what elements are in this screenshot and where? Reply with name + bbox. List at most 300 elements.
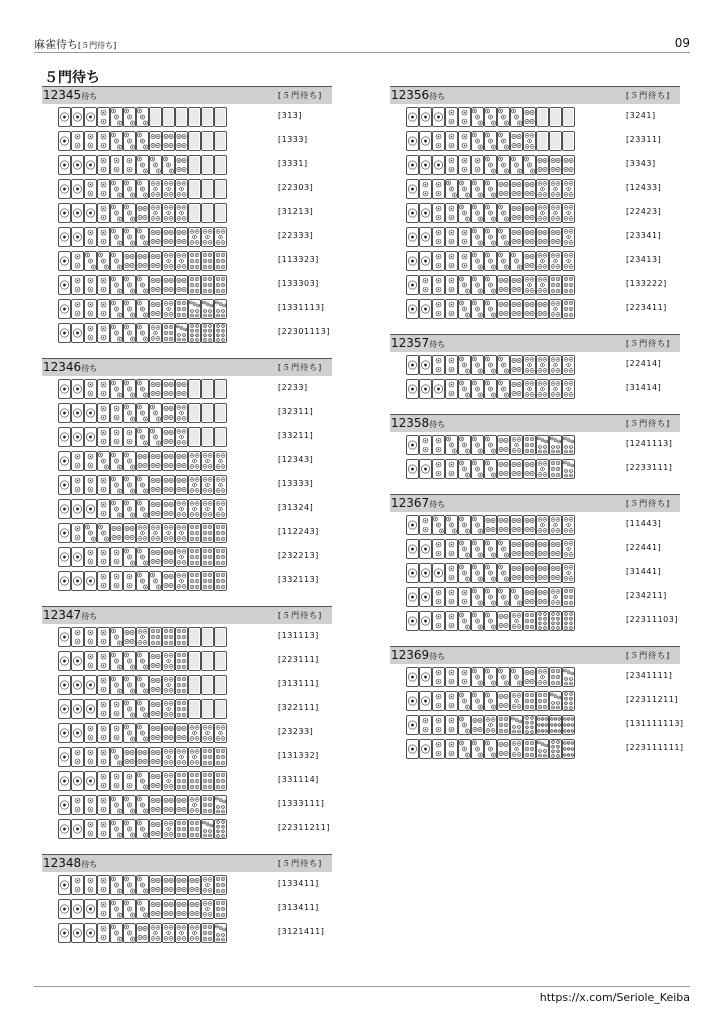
- tile: [485, 380, 497, 399]
- tile: [420, 460, 432, 479]
- tile: [85, 300, 97, 319]
- hand-row: [42, 448, 332, 472]
- hand-row: [42, 320, 332, 344]
- tile: [446, 668, 458, 687]
- section-title: [391, 648, 445, 662]
- tile: [189, 924, 201, 943]
- tile: [498, 588, 510, 607]
- tile: [111, 380, 123, 399]
- tile: [72, 404, 84, 423]
- section-tag: [５門待ち]: [278, 859, 323, 868]
- tile-hand: [406, 539, 575, 559]
- tile: [433, 612, 445, 631]
- tile: [111, 228, 123, 247]
- pattern-label: [2233111]: [626, 463, 673, 472]
- section-number: 12347: [43, 608, 82, 622]
- tile-group: [58, 451, 227, 471]
- tile: [137, 500, 149, 519]
- pattern-label: [3121411]: [278, 927, 325, 936]
- pattern-label: [22301113]: [278, 327, 330, 336]
- hand-row: [390, 296, 680, 320]
- tile: [150, 404, 162, 423]
- tile: [433, 588, 445, 607]
- hand-row: [42, 896, 332, 920]
- tile: [189, 548, 201, 567]
- pattern-label: [2233]: [278, 383, 308, 392]
- tile: [215, 204, 227, 223]
- tile: [215, 324, 227, 343]
- tile: [511, 692, 523, 711]
- tile-hand: [406, 691, 575, 711]
- tile: [459, 380, 471, 399]
- tile: [137, 772, 149, 791]
- section-header: [42, 854, 332, 872]
- tile: [420, 668, 432, 687]
- tile: [59, 252, 71, 271]
- tile-hand: [406, 563, 575, 583]
- tile: [111, 820, 123, 839]
- tile: [215, 548, 227, 567]
- hand-row: [390, 688, 680, 712]
- hand-row: [42, 920, 332, 944]
- tile: [111, 428, 123, 447]
- tile: [407, 228, 419, 247]
- tile: [537, 588, 549, 607]
- tile: [202, 500, 214, 519]
- tile: [524, 380, 536, 399]
- tile: [124, 748, 136, 767]
- tile: [137, 132, 149, 151]
- tile: [420, 380, 432, 399]
- section-suffix: 待ち: [429, 340, 446, 349]
- tile: [189, 324, 201, 343]
- tile-group: [58, 475, 227, 495]
- tile: [59, 724, 71, 743]
- tile: [163, 204, 175, 223]
- tile: [485, 156, 497, 175]
- pattern-label: [13333]: [278, 479, 314, 488]
- tile: [420, 252, 432, 271]
- tile: [59, 300, 71, 319]
- tile: [189, 476, 201, 495]
- tile-hand: [58, 547, 227, 567]
- tile: [111, 796, 123, 815]
- tile: [137, 380, 149, 399]
- tile: [459, 356, 471, 375]
- tile: [59, 108, 71, 127]
- hand-row: [42, 472, 332, 496]
- tile: [407, 276, 419, 295]
- tile-hand: [58, 523, 227, 543]
- tile-hand: [58, 451, 227, 471]
- tile-hand: [406, 251, 575, 271]
- tile-group: [58, 523, 227, 543]
- tile: [72, 900, 84, 919]
- hand-row: [42, 176, 332, 200]
- tile: [524, 588, 536, 607]
- hand-row: [42, 544, 332, 568]
- tile: [163, 476, 175, 495]
- tile: [124, 276, 136, 295]
- tile-hand: [406, 203, 575, 223]
- tile-hand: [58, 427, 227, 447]
- tile: [459, 668, 471, 687]
- tile: [498, 540, 510, 559]
- tile: [446, 252, 458, 271]
- tile: [111, 572, 123, 591]
- tile: [150, 452, 162, 471]
- tile: [459, 460, 471, 479]
- tile: [202, 772, 214, 791]
- tile: [498, 564, 510, 583]
- tile: [433, 436, 445, 455]
- tile-hand: [58, 795, 227, 815]
- tile-group: [58, 795, 227, 815]
- tile: [202, 876, 214, 895]
- tile-group: [58, 747, 227, 767]
- tile: [407, 300, 419, 319]
- tile: [485, 740, 497, 759]
- tile: [72, 796, 84, 815]
- tile: [485, 612, 497, 631]
- pattern-label: [1333]: [278, 135, 308, 144]
- tile: [485, 564, 497, 583]
- tile: [124, 156, 136, 175]
- tile-group: [406, 203, 575, 223]
- tile: [137, 252, 149, 271]
- tile: [137, 628, 149, 647]
- tile: [550, 564, 562, 583]
- tile-hand: [406, 107, 575, 127]
- tile-group: [58, 299, 227, 319]
- tile: [163, 724, 175, 743]
- tile: [446, 436, 458, 455]
- tile: [407, 668, 419, 687]
- tile: [150, 772, 162, 791]
- tile: [202, 700, 214, 719]
- tile: [124, 132, 136, 151]
- hand-row: [42, 520, 332, 544]
- tile: [202, 548, 214, 567]
- tile: [111, 156, 123, 175]
- tile: [176, 428, 188, 447]
- tile: [72, 500, 84, 519]
- tile-group: [58, 251, 227, 271]
- section-suffix: 待ち: [81, 92, 98, 101]
- tile-group: [58, 651, 227, 671]
- tile-hand: [406, 179, 575, 199]
- tile: [407, 204, 419, 223]
- tile-hand: [406, 611, 575, 631]
- hand-row: [42, 296, 332, 320]
- tile: [85, 180, 97, 199]
- tile: [420, 108, 432, 127]
- pattern-label: [23413]: [626, 255, 662, 264]
- pattern-label: [313111]: [278, 679, 319, 688]
- tile: [59, 324, 71, 343]
- tile: [407, 516, 419, 535]
- tile: [433, 564, 445, 583]
- wait-section: [42, 854, 332, 944]
- tile: [472, 132, 484, 151]
- hand-row: [42, 376, 332, 400]
- tile: [537, 300, 549, 319]
- tile: [215, 772, 227, 791]
- hand-row: [42, 872, 332, 896]
- pattern-label: [332113]: [278, 575, 319, 584]
- tile: [189, 428, 201, 447]
- tile-group: [406, 515, 575, 535]
- tile: [563, 228, 575, 247]
- tile: [189, 700, 201, 719]
- hand-row: [42, 792, 332, 816]
- pattern-label: [32311]: [278, 407, 314, 416]
- tile-hand: [58, 899, 227, 919]
- tile: [498, 692, 510, 711]
- tile: [85, 748, 97, 767]
- tile: [98, 180, 110, 199]
- tile-group: [58, 427, 227, 447]
- tile: [563, 300, 575, 319]
- section-suffix: 待ち: [429, 92, 446, 101]
- tile: [446, 540, 458, 559]
- tile: [137, 108, 149, 127]
- hand-row: [390, 512, 680, 536]
- tile: [459, 156, 471, 175]
- tile: [537, 612, 549, 631]
- tile: [189, 724, 201, 743]
- tile: [163, 772, 175, 791]
- tile: [472, 252, 484, 271]
- tile: [124, 380, 136, 399]
- pattern-label: [234211]: [626, 591, 667, 600]
- tile: [150, 428, 162, 447]
- tile-group: [58, 675, 227, 695]
- tile: [137, 524, 149, 543]
- tile: [446, 612, 458, 631]
- section-tag: [５門待ち]: [278, 91, 323, 100]
- tile: [189, 772, 201, 791]
- tile-hand: [58, 323, 227, 343]
- tile: [215, 108, 227, 127]
- tile: [72, 700, 84, 719]
- tile: [407, 692, 419, 711]
- tile-group: [406, 299, 575, 319]
- tile: [537, 156, 549, 175]
- tile: [176, 500, 188, 519]
- wait-section: [390, 646, 684, 760]
- tile: [459, 516, 471, 535]
- tile: [550, 612, 562, 631]
- tile: [407, 252, 419, 271]
- tile: [137, 548, 149, 567]
- tile: [446, 516, 458, 535]
- pattern-label: [22311211]: [278, 823, 330, 832]
- tile: [446, 300, 458, 319]
- tile: [433, 300, 445, 319]
- tile: [59, 404, 71, 423]
- tile: [524, 436, 536, 455]
- tile: [215, 572, 227, 591]
- tile: [202, 204, 214, 223]
- tile: [550, 540, 562, 559]
- tile: [85, 876, 97, 895]
- tile: [511, 588, 523, 607]
- tile: [433, 540, 445, 559]
- tile: [124, 300, 136, 319]
- tile: [72, 628, 84, 647]
- tile: [420, 156, 432, 175]
- tile: [215, 276, 227, 295]
- tile: [163, 820, 175, 839]
- tile: [189, 900, 201, 919]
- tile: [485, 356, 497, 375]
- tile-group: [406, 155, 575, 175]
- tile: [124, 500, 136, 519]
- tile: [72, 772, 84, 791]
- section-header: [390, 646, 680, 664]
- tile: [485, 516, 497, 535]
- tile-group: [58, 227, 227, 247]
- tile: [176, 228, 188, 247]
- tile: [511, 252, 523, 271]
- tile: [537, 180, 549, 199]
- tile: [433, 228, 445, 247]
- tile: [150, 572, 162, 591]
- tile: [407, 156, 419, 175]
- tile: [537, 516, 549, 535]
- tile: [189, 228, 201, 247]
- tile: [176, 108, 188, 127]
- tile: [59, 652, 71, 671]
- tile: [202, 628, 214, 647]
- tile-hand: [406, 155, 575, 175]
- tile: [202, 748, 214, 767]
- tile: [407, 108, 419, 127]
- tile: [433, 252, 445, 271]
- pattern-label: [131111113]: [626, 719, 684, 728]
- tile: [459, 564, 471, 583]
- tile: [563, 564, 575, 583]
- pattern-label: [113323]: [278, 255, 319, 264]
- tile: [459, 228, 471, 247]
- hand-row: [42, 400, 332, 424]
- section-title: [43, 88, 97, 102]
- tile: [550, 180, 562, 199]
- tile: [433, 460, 445, 479]
- tile: [85, 652, 97, 671]
- tile: [163, 228, 175, 247]
- tile-group: [58, 323, 227, 343]
- tile: [524, 540, 536, 559]
- section-tag: [５門待ち]: [626, 499, 671, 508]
- tile: [111, 476, 123, 495]
- tile-group: [406, 539, 575, 559]
- tile: [98, 876, 110, 895]
- tile: [472, 276, 484, 295]
- tile-group: [58, 107, 227, 127]
- tile: [176, 252, 188, 271]
- tile: [85, 276, 97, 295]
- pattern-label: [31213]: [278, 207, 314, 216]
- tile: [215, 748, 227, 767]
- tile: [137, 228, 149, 247]
- tile-hand: [58, 179, 227, 199]
- tile-hand: [58, 875, 227, 895]
- left-column: [42, 86, 332, 958]
- pattern-label: [22311211]: [626, 695, 678, 704]
- tile: [498, 460, 510, 479]
- tile: [524, 276, 536, 295]
- tile-hand: [58, 699, 227, 719]
- hand-row: [390, 432, 680, 456]
- tile: [72, 676, 84, 695]
- tile: [111, 876, 123, 895]
- tile: [124, 428, 136, 447]
- tile: [202, 276, 214, 295]
- tile-group: [406, 107, 575, 127]
- tile: [563, 156, 575, 175]
- tile: [72, 228, 84, 247]
- pattern-label: [313411]: [278, 903, 319, 912]
- tile: [537, 356, 549, 375]
- section-number: 12346: [43, 360, 82, 374]
- tile: [176, 796, 188, 815]
- hand-row: [42, 104, 332, 128]
- tile: [163, 876, 175, 895]
- tile: [537, 204, 549, 223]
- tile: [524, 716, 536, 735]
- tile: [485, 668, 497, 687]
- pattern-label: [232213]: [278, 551, 319, 560]
- tile: [176, 876, 188, 895]
- section-tag: [５門待ち]: [278, 611, 323, 620]
- tile: [433, 516, 445, 535]
- tile: [459, 108, 471, 127]
- section-title: [391, 88, 445, 102]
- pattern-label: [331114]: [278, 775, 319, 784]
- tile: [511, 716, 523, 735]
- pattern-label: [112243]: [278, 527, 319, 536]
- tile: [98, 252, 110, 271]
- tile: [472, 564, 484, 583]
- tile: [85, 252, 97, 271]
- tile: [72, 108, 84, 127]
- tile: [472, 540, 484, 559]
- tile: [537, 380, 549, 399]
- tile: [98, 500, 110, 519]
- hand-row: [390, 248, 680, 272]
- tile: [111, 748, 123, 767]
- tile: [498, 180, 510, 199]
- tile: [150, 476, 162, 495]
- page-number: 09: [674, 36, 690, 50]
- tile: [176, 204, 188, 223]
- tile: [215, 476, 227, 495]
- tile: [537, 228, 549, 247]
- tile: [189, 500, 201, 519]
- tile: [550, 516, 562, 535]
- tile: [563, 356, 575, 375]
- tile: [137, 324, 149, 343]
- tile-group: [406, 275, 575, 295]
- tile: [98, 476, 110, 495]
- tile-group: [58, 699, 227, 719]
- tile-hand: [58, 771, 227, 791]
- tile-hand: [406, 715, 575, 735]
- tile-group: [58, 203, 227, 223]
- tile: [137, 900, 149, 919]
